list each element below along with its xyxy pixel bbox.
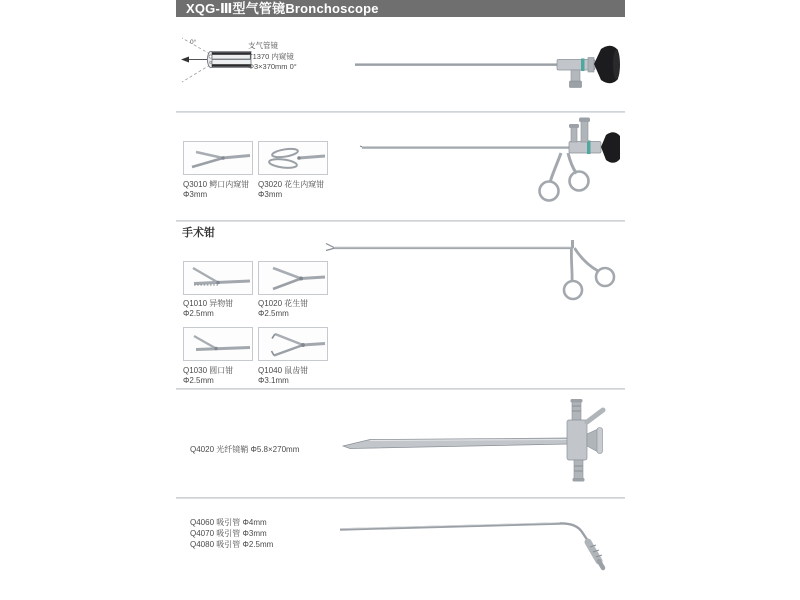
section-divider	[176, 220, 625, 222]
product-label-q1040	[258, 366, 308, 386]
product-spec: Φ3mm	[258, 190, 283, 199]
suction-tube-svg	[338, 520, 610, 572]
surgical-forceps-image	[322, 236, 624, 308]
optical-forceps-image	[356, 115, 632, 220]
thumbnail-q3010	[183, 141, 253, 175]
product-spec: Φ2.5mm	[258, 309, 289, 318]
product-spec: Φ5.8×270mm	[250, 445, 300, 454]
product-label-q1030	[183, 366, 233, 386]
telescope-name: 支气管镜	[248, 41, 278, 50]
product-code: Q1010	[183, 299, 208, 308]
alligator-jaw-icon	[184, 142, 252, 174]
sheath-svg	[338, 398, 628, 484]
rat-tooth-jaw-icon	[259, 328, 327, 360]
round-cup-jaw-icon	[184, 328, 252, 360]
view-angle-label: 0°	[190, 39, 197, 46]
page-header	[176, 0, 625, 17]
product-name: 鳄口内窥钳	[209, 180, 250, 189]
peanut-jaw-icon	[259, 142, 327, 174]
telescope-image	[352, 42, 642, 102]
product-label-q1010	[183, 299, 233, 319]
product-spec: Φ2.5mm	[183, 376, 214, 385]
product-label-q3020	[258, 180, 324, 200]
product-code: Q3010	[183, 180, 208, 189]
optical-forceps-svg	[356, 115, 632, 220]
product-name: 花生内窥钳	[284, 180, 325, 189]
product-code: Q4020	[190, 445, 215, 454]
surgical-forceps-heading: 手术钳	[182, 227, 215, 239]
product-label-q3010	[183, 180, 249, 200]
surgical-forceps-svg	[322, 236, 624, 308]
product-code: Q4080	[190, 540, 215, 549]
product-spec: Φ3mm	[183, 190, 208, 199]
product-name: 鼠齿钳	[284, 366, 309, 375]
product-code: Q4060	[190, 518, 215, 527]
telescope-spec: Φ3×370mm 0°	[248, 62, 297, 71]
product-label-suction	[190, 517, 273, 550]
section-divider	[176, 111, 625, 113]
product-spec: Φ2.5mm	[242, 540, 274, 549]
product-name: 吸引管	[216, 529, 241, 538]
thumbnail-q1010	[183, 261, 253, 295]
thumbnail-q3020	[258, 141, 328, 175]
product-name: 异物钳	[209, 299, 234, 308]
product-name: 圆口钳	[209, 366, 234, 375]
product-spec: Φ3mm	[242, 529, 267, 538]
product-label-q4020	[190, 445, 299, 455]
page-title: XQG-Ⅲ型气管镜Bronchoscope	[186, 1, 379, 16]
telescope-info	[248, 41, 297, 73]
section-divider	[176, 497, 625, 499]
thumbnail-q1030	[183, 327, 253, 361]
product-label-q1020	[258, 299, 308, 319]
thumbnail-q1020	[258, 261, 328, 295]
product-name: 吸引管	[216, 518, 241, 527]
view-angle-diagram	[179, 36, 253, 84]
product-code: Q4070	[190, 529, 215, 538]
product-name: 吸引管	[216, 540, 241, 549]
peanut-grasper-jaw-icon	[259, 262, 327, 294]
product-code: Q3020	[258, 180, 283, 189]
product-code: Q1040	[258, 366, 283, 375]
sheath-image	[338, 398, 628, 484]
product-code: Q1020	[258, 299, 283, 308]
product-name: 光纤镜鞘	[216, 445, 249, 454]
view-angle-diagram-svg	[179, 36, 253, 84]
product-spec: Φ3.1mm	[258, 376, 289, 385]
product-spec: Φ4mm	[242, 518, 267, 527]
product-name: 花生钳	[284, 299, 309, 308]
foreign-body-jaw-icon	[184, 262, 252, 294]
product-spec: Φ2.5mm	[183, 309, 214, 318]
product-code: Q1030	[183, 366, 208, 375]
thumbnail-q1040	[258, 327, 328, 361]
telescope-svg	[352, 42, 642, 102]
section-divider	[176, 388, 625, 390]
suction-tube-image	[338, 520, 610, 572]
telescope-model: T1370 内窥镜	[248, 51, 294, 61]
